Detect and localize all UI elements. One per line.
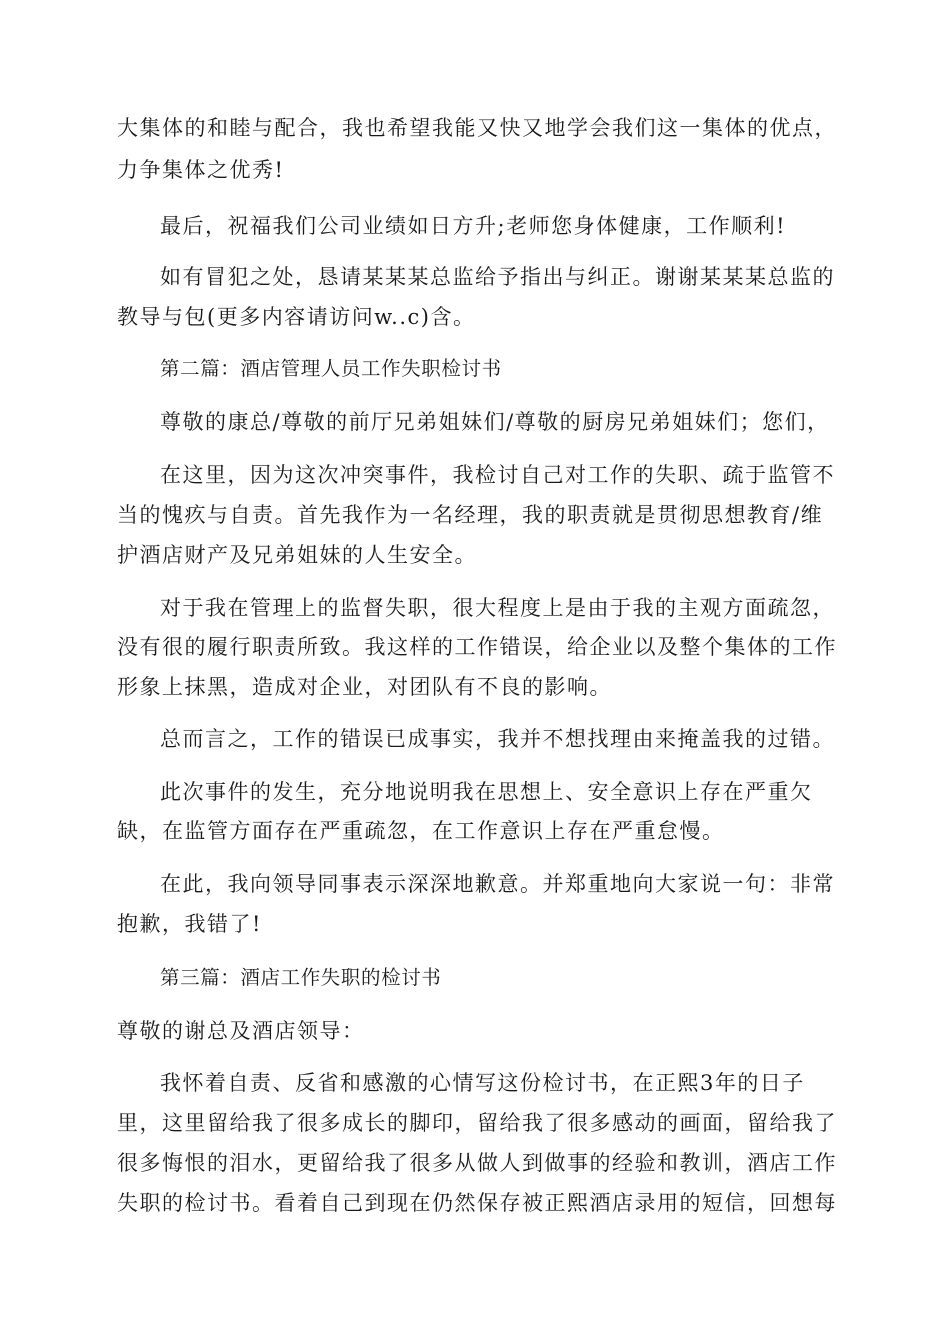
paragraph-line: 护酒店财产及兄弟姐妹的人生安全。 — [117, 543, 477, 567]
paragraph-line: 如有冒犯之处，恳请某某某总监给予指出与纠正。谢谢某某某总监的 — [160, 265, 835, 289]
paragraph-line: 教导与包(更多内容请访问w..c)含。 — [117, 305, 476, 329]
section-heading: 第二篇：酒店管理人员工作失职检讨书 — [160, 357, 502, 380]
paragraph-line: 总而言之，工作的错误已成事实，我并不想找理由来掩盖我的过错。 — [160, 727, 835, 751]
paragraph-line: 在此，我向领导同事表示深深地歉意。并郑重地向大家说一句：非常 — [160, 872, 835, 896]
salutation-line: 尊敬的谢总及酒店领导： — [117, 1019, 365, 1043]
paragraph-line: 最后，祝福我们公司业绩如日方升;老师您身体健康，工作顺利! — [160, 214, 787, 238]
paragraph-line: 当的愧疚与自责。首先我作为一名经理，我的职责就是贯彻思想教育/维 — [117, 503, 824, 527]
paragraph-line: 此次事件的发生，充分地说明我在思想上、安全意识上存在严重欠 — [160, 780, 813, 804]
paragraph-line: 在这里，因为这次冲突事件，我检讨自己对工作的失职、疏于监管不 — [160, 463, 835, 487]
paragraph-line: 失职的检讨书。看着自己到现在仍然保存被正熙酒店录用的短信，回想每 — [117, 1191, 837, 1215]
paragraph-line: 大集体的和睦与配合，我也希望我能又快又地学会我们这一集体的优点， — [117, 116, 837, 140]
paragraph-line: 形象上抹黑，造成对企业，对团队有不良的影响。 — [117, 675, 612, 699]
paragraph-line: 尊敬的康总/尊敬的前厅兄弟姐妹们/尊敬的厨房兄弟姐妹们；您们， — [160, 410, 830, 434]
paragraph-line: 里，这里留给我了很多成长的脚印，留给我了很多感动的画面，留给我了 — [117, 1111, 837, 1135]
paragraph-line: 我怀着自责、反省和感激的心情写这份检讨书，在正熙3年的日子 — [160, 1071, 805, 1095]
paragraph-line: 很多悔恨的泪水，更留给我了很多从做人到做事的经验和教训，酒店工作 — [117, 1151, 837, 1175]
paragraph-line: 缺，在监管方面存在严重疏忽，在工作意识上存在严重怠慢。 — [117, 819, 725, 843]
paragraph-line: 力争集体之优秀! — [117, 158, 285, 182]
section-heading: 第三篇：酒店工作失职的检讨书 — [160, 966, 442, 989]
paragraph-line: 抱歉，我错了! — [117, 912, 262, 936]
paragraph-line: 对于我在管理上的监督失职，很大程度上是由于我的主观方面疏忽， — [160, 596, 835, 620]
paragraph-line: 没有很的履行职责所致。我这样的工作错误，给企业以及整个集体的工作 — [117, 635, 837, 659]
